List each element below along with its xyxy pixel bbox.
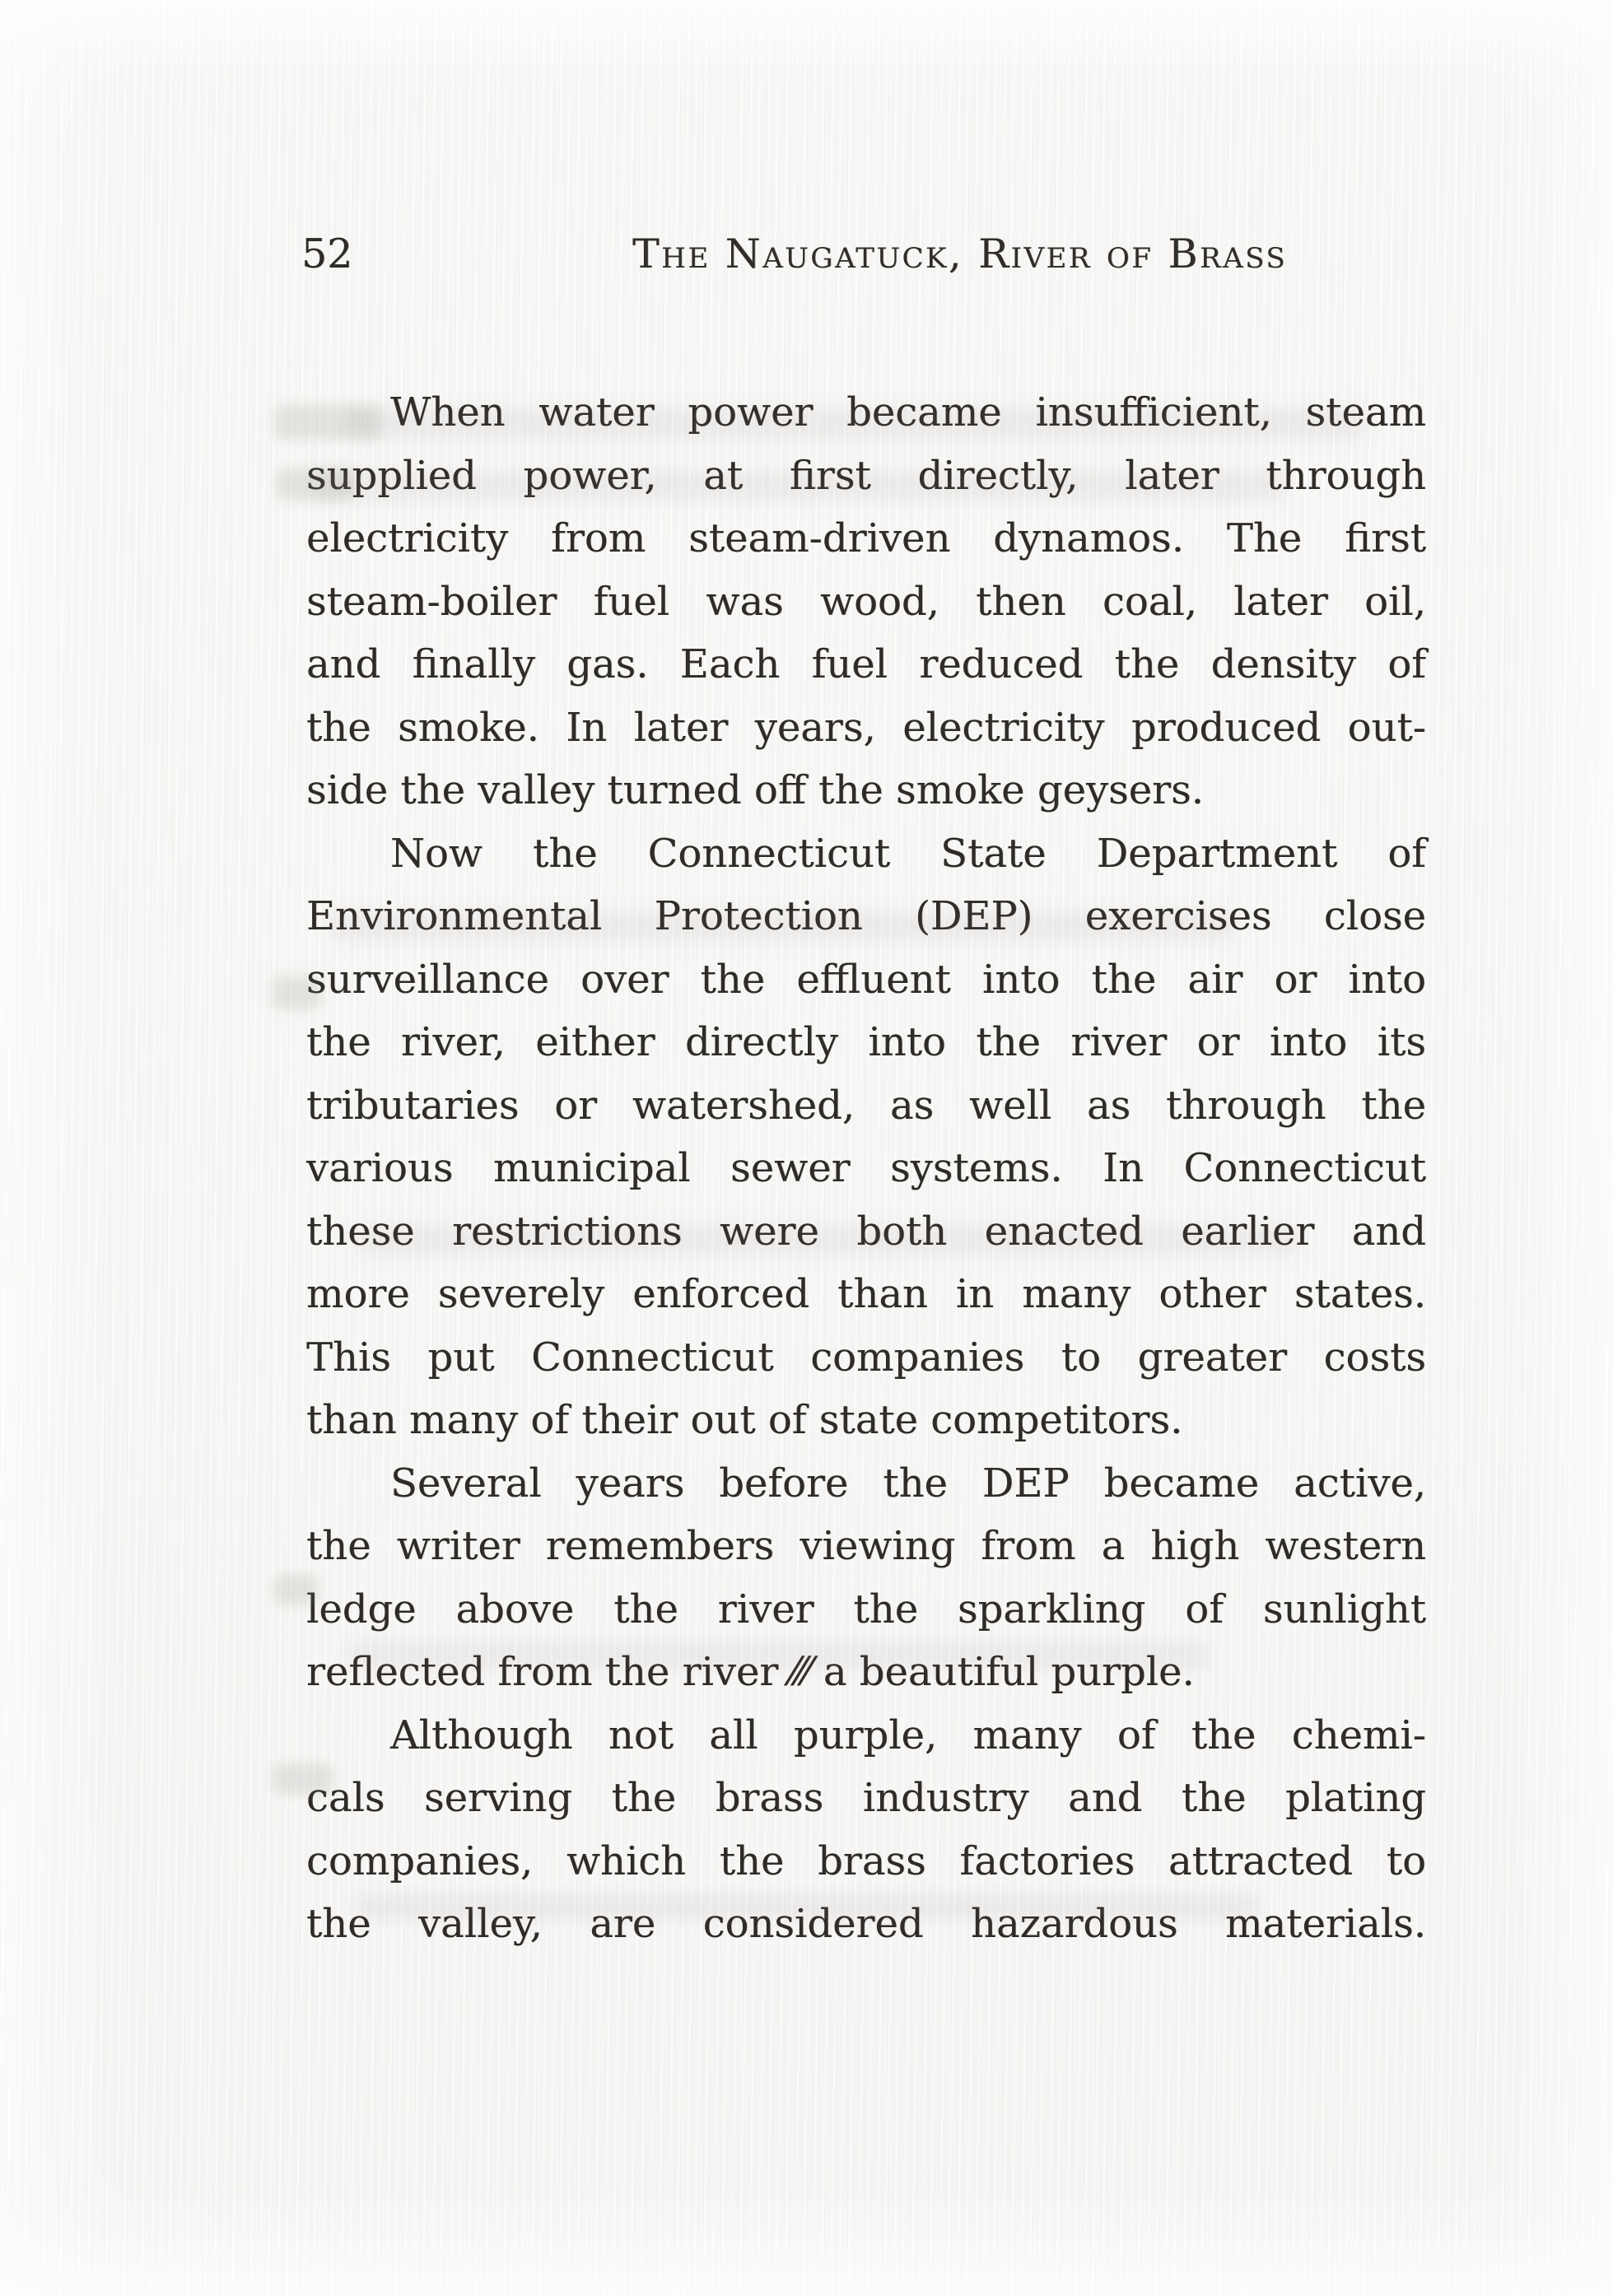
text-line: supplied power, at first directly, later through xyxy=(306,452,1426,499)
body-text xyxy=(306,381,1426,1956)
text-line: cals serving the brass industry and the plating xyxy=(306,1775,1426,1821)
text-line: tributaries or watershed, as well as through the xyxy=(306,1082,1426,1129)
text-line: these restrictions were both enacted earlier and xyxy=(306,1208,1426,1255)
text-line: more severely enforced than in many other states. xyxy=(306,1271,1426,1317)
text-line: steam-boiler fuel was wood, then coal, later oil, xyxy=(306,578,1426,625)
text-line: and finally gas. Each fuel reduced the density of xyxy=(306,641,1426,687)
text-line: This put Connecticut companies to greater costs xyxy=(306,1334,1426,1381)
text-line: companies, which the brass factories attracted to xyxy=(306,1837,1426,1884)
text-line: the river, either directly into the river or into its xyxy=(306,1019,1426,1065)
text-line: various municipal sewer systems. In Connecticut xyxy=(306,1145,1426,1191)
text-line: When water power became insufficient, steam xyxy=(390,389,1426,435)
text-line: Several years before the DEP became active, xyxy=(390,1460,1426,1507)
text-line: reflected from the river ⁄⁄⁄ a beautiful purple. xyxy=(306,1649,1195,1695)
text-line: surveillance over the effluent into the air or into xyxy=(306,956,1426,1003)
text-line: ledge above the river the sparkling of sunlight xyxy=(306,1586,1426,1632)
paragraph-3 xyxy=(306,1452,1426,1704)
text-line: side the valley turned off the smoke geysers. xyxy=(306,767,1204,813)
text-line: than many of their out of state competitors. xyxy=(306,1397,1183,1443)
paragraph-1 xyxy=(306,381,1426,822)
page-number: 52 xyxy=(301,231,353,277)
text-line: Now the Connecticut State Department of xyxy=(390,830,1426,877)
text-line: the valley, are considered hazardous materials. xyxy=(306,1901,1426,1947)
running-title: The Naugatuck, River of Brass xyxy=(632,231,1288,277)
text-line: electricity from steam-driven dynamos. The first xyxy=(306,515,1426,561)
text-line: the smoke. In later years, electricity produced out- xyxy=(306,704,1426,751)
text-line: the writer remembers viewing from a high western xyxy=(306,1523,1426,1569)
paragraph-2 xyxy=(306,822,1426,1452)
paragraph-4 xyxy=(306,1704,1426,1956)
text-line: Environmental Protection (DEP) exercises close xyxy=(306,893,1426,939)
text-line: Although not all purple, many of the chemi- xyxy=(390,1712,1426,1758)
